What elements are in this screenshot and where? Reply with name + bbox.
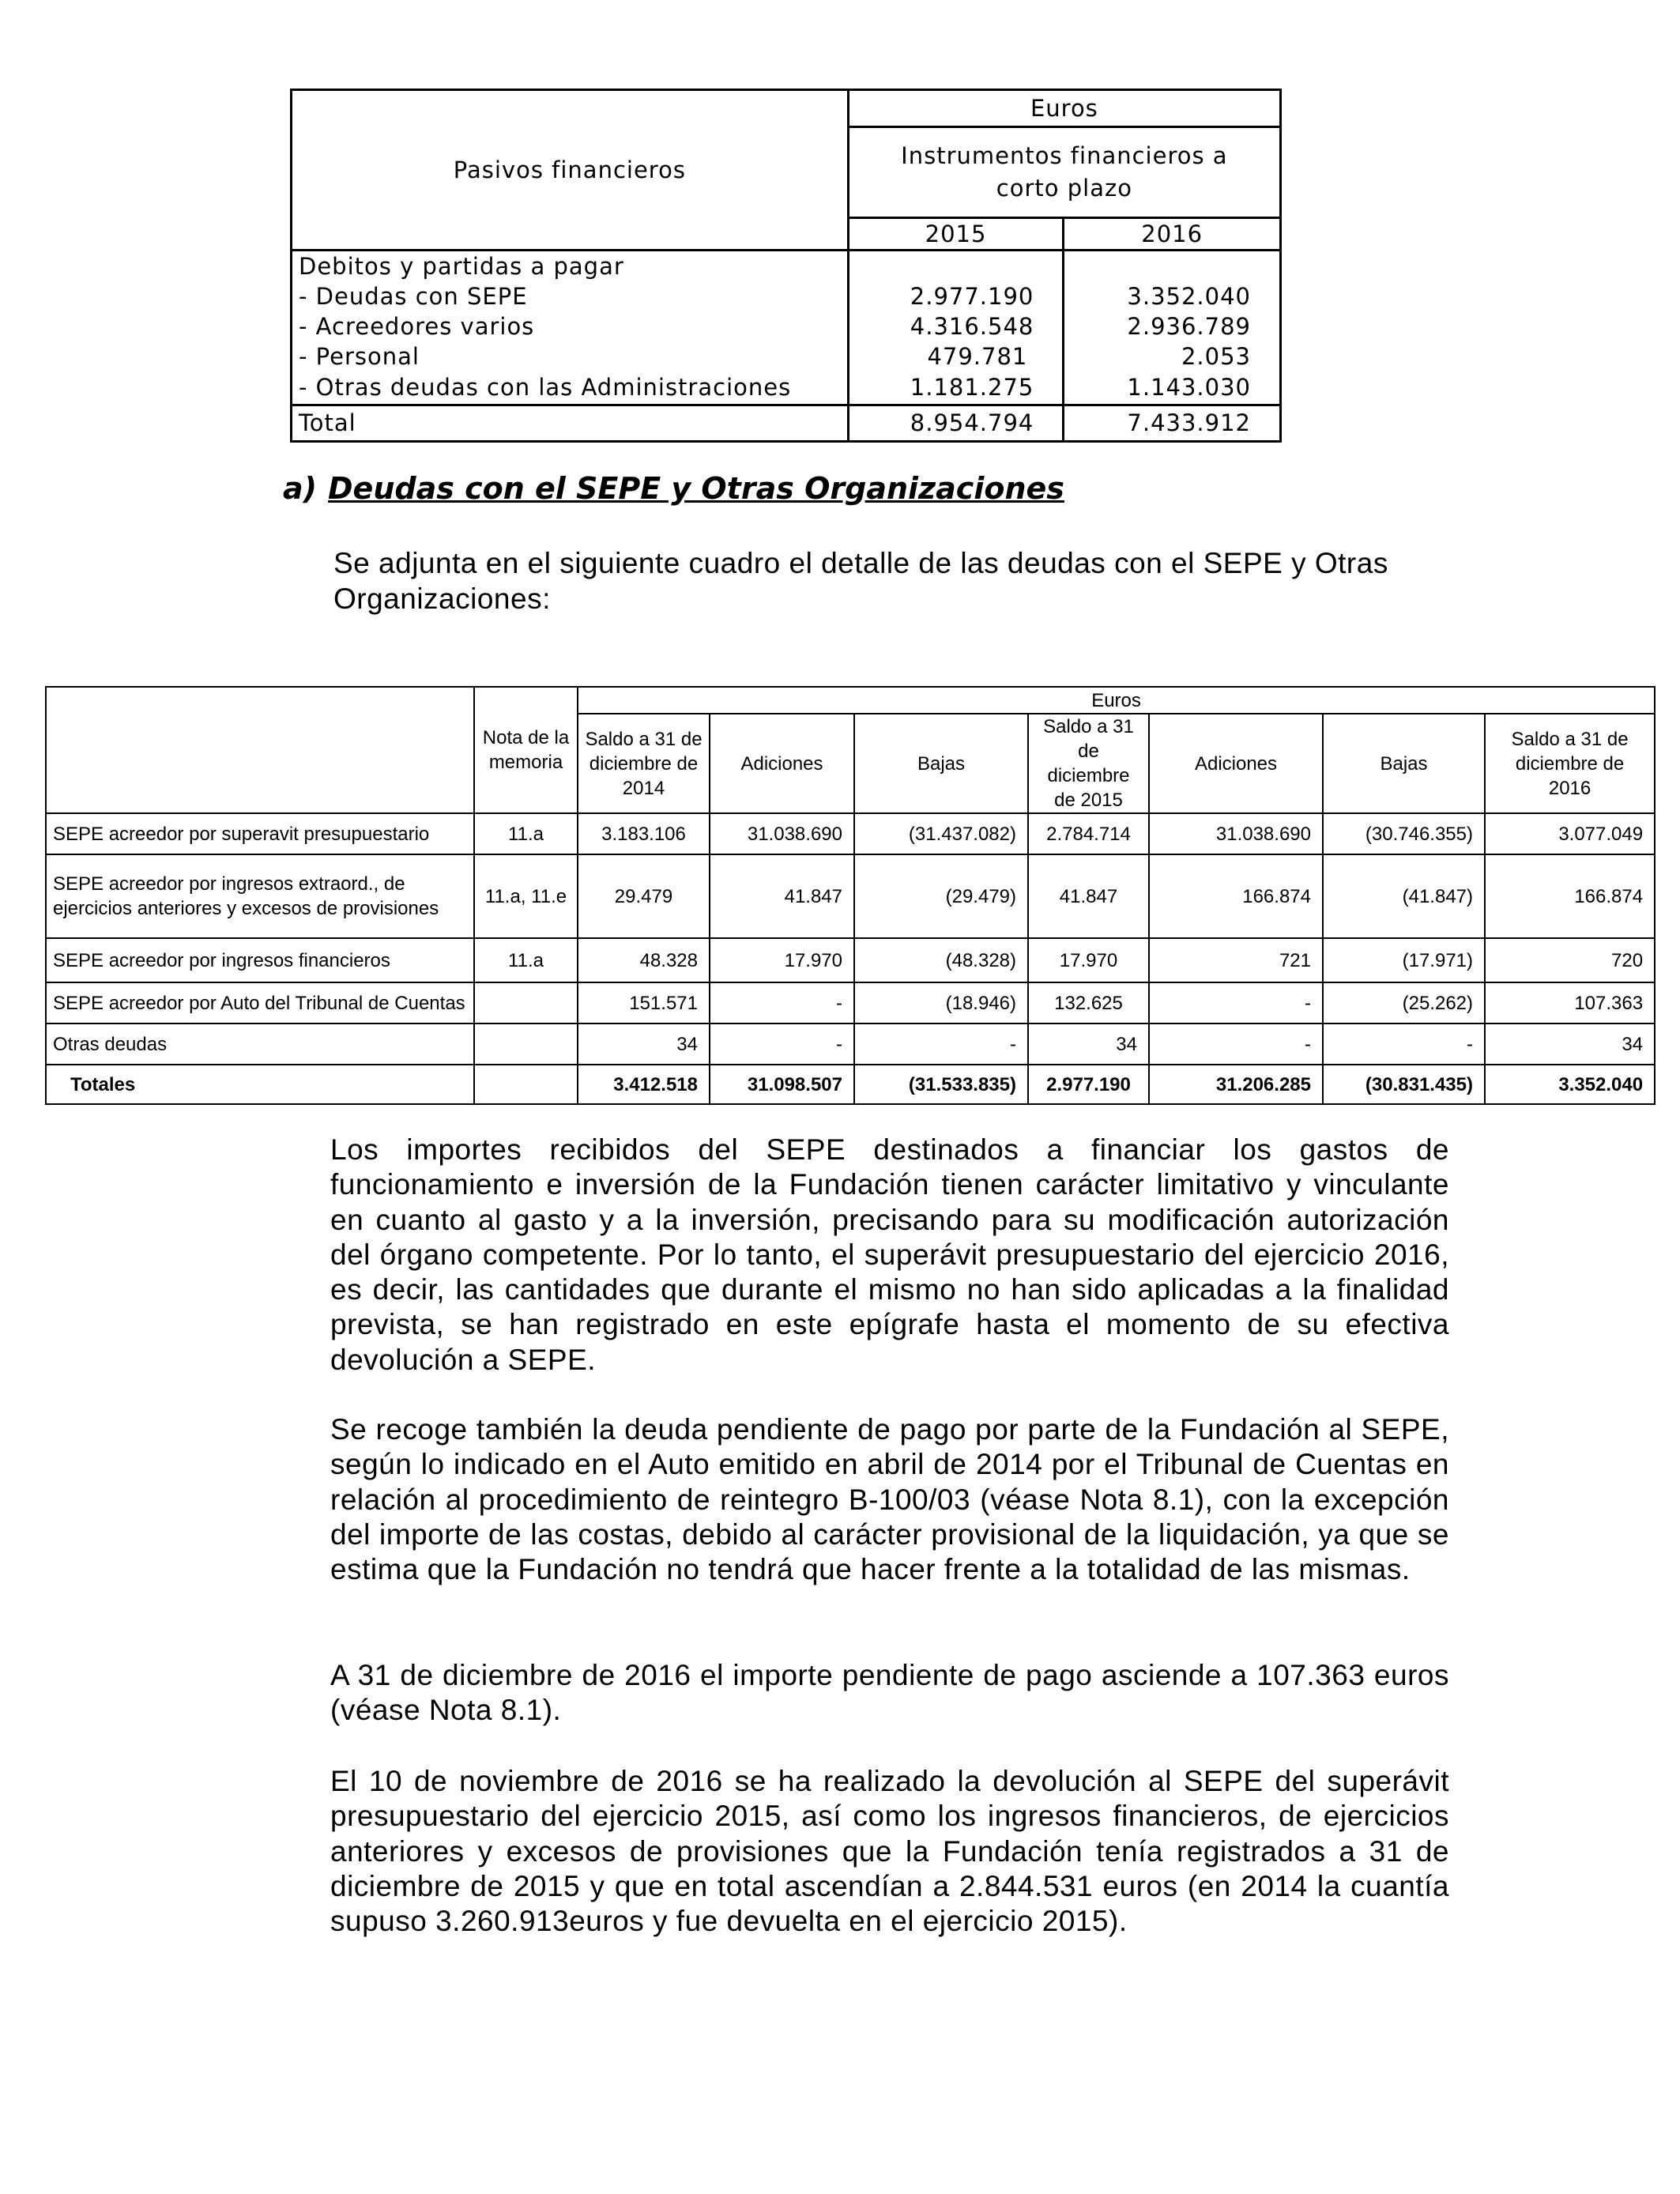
adiciones-header: Adiciones	[710, 714, 854, 813]
saldo-2015-cell: 2.784.714	[1028, 813, 1149, 854]
saldo-2016-cell: 107.363	[1485, 982, 1655, 1023]
adiciones-cell: -	[710, 982, 854, 1023]
concept-cell: SEPE acreedor por ingresos financieros	[46, 938, 474, 982]
bajas-cell: (48.328)	[854, 938, 1028, 982]
body-paragraph: Los importes recibidos del SEPE destinados a financiar los gastos de funcionamiento e inversión de la Fundación tienen carácter limitativo y vinculante en cuanto al gasto y a la inversión, precisando para su modificación autorización del órgano competente. Por lo tanto, el superávit presupuestario del ejercicio 2016, es decir, las cantidades que durante el mismo no han sido aplicadas a la finalidad prevista, se han registrado en este epígrafe hasta el momento de su efectiva devolución a SEPE.	[330, 1133, 1449, 1376]
adiciones-cell: -	[1149, 982, 1323, 1023]
adiciones-cell: 31.038.690	[1149, 813, 1323, 854]
value-2016: 1.143.030	[1064, 371, 1281, 405]
nota-cell	[474, 1023, 578, 1065]
table-row	[46, 982, 1655, 1023]
body-paragraph: El 10 de noviembre de 2016 se ha realizado la devolución al SEPE del superávit presupuestario del ejercicio 2015, así como los ingresos financieros, de ejercicios anteriores y excesos de provisiones que la Fundación tenía registrados a 31 de diciembre de 2015 y que en total ascendían a 2.844.531 euros (en 2014 la cuantía supuso 3.260.913euros y fue devuelta en el ejercicio 2015).	[330, 1765, 1449, 1938]
year-header-2015: 2015	[848, 218, 1064, 251]
saldo-2015-cell: 17.970	[1028, 938, 1149, 982]
group-header: Instrumentos financieros a corto plazo	[848, 127, 1280, 218]
adiciones-cell: 41.847	[710, 854, 854, 938]
adiciones-cell: -	[710, 1023, 854, 1065]
totals-row	[46, 1065, 1655, 1104]
table-row	[46, 854, 1655, 938]
sepe-debts-table	[45, 686, 1656, 1105]
row-header: Pasivos financieros	[292, 90, 849, 251]
adiciones-cell: 721	[1149, 938, 1323, 982]
saldo-2014-cell: 48.328	[578, 938, 710, 982]
bajas-cell: (29.479)	[854, 854, 1028, 938]
saldo-2015-total: 2.977.190	[1028, 1065, 1149, 1104]
nota-cell: 11.a, 11.e	[474, 854, 578, 938]
saldo-2014-total: 3.412.518	[578, 1065, 710, 1104]
saldo-2014-cell: 151.571	[578, 982, 710, 1023]
value-2016: 3.352.040	[1064, 281, 1281, 311]
bajas-header: Bajas	[1323, 714, 1485, 813]
concept-cell: Otras deudas	[46, 1023, 474, 1065]
total-2016: 7.433.912	[1064, 405, 1281, 441]
saldo-2014-cell: 34	[578, 1023, 710, 1065]
body-paragraph: A 31 de diciembre de 2016 el importe pendiente de pago asciende a 107.363 euros (véase Nota 8.1).	[330, 1659, 1449, 1727]
row-label: - Acreedores varios	[292, 311, 849, 341]
adiciones-cell: -	[1149, 1023, 1323, 1065]
bajas-cell: -	[854, 1023, 1028, 1065]
saldo-2016-total: 3.352.040	[1485, 1065, 1655, 1104]
row-label: - Otras deudas con las Administraciones	[292, 371, 849, 405]
adiciones-total: 31.098.507	[710, 1065, 854, 1104]
bajas-cell: (18.946)	[854, 982, 1028, 1023]
concept-cell: SEPE acreedor por superavit presupuestario	[46, 813, 474, 854]
saldo-2016-cell: 3.077.049	[1485, 813, 1655, 854]
saldo-2016-cell: 720	[1485, 938, 1655, 982]
total-2015: 8.954.794	[848, 405, 1064, 441]
value-2016: 2.053	[1064, 341, 1281, 371]
bajas-total: (31.533.835)	[854, 1065, 1028, 1104]
nota-cell: 11.a	[474, 938, 578, 982]
saldo-2014-cell: 29.479	[578, 854, 710, 938]
totals-label: Totales	[46, 1065, 474, 1104]
adiciones-cell: 17.970	[710, 938, 854, 982]
body-paragraph: Se recoge también la deuda pendiente de pago por parte de la Fundación al SEPE, según lo indicado en el Auto emitido en abril de 2014 por el Tribunal de Cuentas en relación al procedimiento de reintegro B-100/03 (véase Nota 8.1), con la excepción del importe de las costas, debido al carácter provisional de la liquidación, ya que se estima que la Fundación no tendrá que hacer frente a la totalidad de las mismas.	[330, 1413, 1449, 1586]
value-2015: 2.977.190	[848, 281, 1064, 311]
concept-header	[46, 687, 474, 813]
saldo-2016-cell: 34	[1485, 1023, 1655, 1065]
section-marker: a)	[283, 471, 318, 506]
saldo-2016-cell: 166.874	[1485, 854, 1655, 938]
intro-paragraph: Se adjunta en el siguiente cuadro el detalle de las deudas con el SEPE y Otras Organizaciones:	[333, 547, 1388, 615]
table-row	[292, 281, 1281, 311]
total-label: Total	[292, 405, 849, 441]
year-header-2016: 2016	[1064, 218, 1281, 251]
bajas-cell: -	[1323, 1023, 1485, 1065]
adiciones-cell: 166.874	[1149, 854, 1323, 938]
section-label: Debitos y partidas a pagar	[292, 251, 849, 282]
saldo-2015-cell: 41.847	[1028, 854, 1149, 938]
bajas-cell: (30.746.355)	[1323, 813, 1485, 854]
saldo-2016-header: Saldo a 31 de diciembre de 2016	[1485, 714, 1655, 813]
section-heading	[283, 471, 1064, 506]
financial-liabilities-table	[290, 89, 1282, 443]
bajas-total: (30.831.435)	[1323, 1065, 1485, 1104]
concept-cell: SEPE acreedor por Auto del Tribunal de Cuentas	[46, 982, 474, 1023]
table-row	[292, 371, 1281, 405]
row-label: - Personal	[292, 341, 849, 371]
table-row	[46, 813, 1655, 854]
saldo-2015-cell: 132.625	[1028, 982, 1149, 1023]
adiciones-total: 31.206.285	[1149, 1065, 1323, 1104]
value-2015: 4.316.548	[848, 311, 1064, 341]
table-row	[46, 938, 1655, 982]
nota-cell: 11.a	[474, 813, 578, 854]
bajas-cell: (31.437.082)	[854, 813, 1028, 854]
table-row	[292, 311, 1281, 341]
value-2015: 1.181.275	[848, 371, 1064, 405]
adiciones-cell: 31.038.690	[710, 813, 854, 854]
table-row	[292, 341, 1281, 371]
currency-header: Euros	[578, 687, 1655, 714]
currency-header: Euros	[848, 90, 1280, 127]
bajas-cell: (17.971)	[1323, 938, 1485, 982]
saldo-2015-header: Saldo a 31 de diciembre de 2015	[1028, 714, 1149, 813]
concept-cell: SEPE acreedor por ingresos extraord., de ejercicios anteriores y excesos de provisiones	[46, 854, 474, 938]
nota-cell	[474, 982, 578, 1023]
value-2015: 479.781	[848, 341, 1064, 371]
row-label: - Deudas con SEPE	[292, 281, 849, 311]
saldo-2014-cell: 3.183.106	[578, 813, 710, 854]
saldo-2015-cell: 34	[1028, 1023, 1149, 1065]
bajas-cell: (41.847)	[1323, 854, 1485, 938]
nota-cell	[474, 1065, 578, 1104]
total-row	[292, 405, 1281, 441]
bajas-cell: (25.262)	[1323, 982, 1485, 1023]
nota-header: Nota de la memoria	[474, 687, 578, 813]
section-title: Deudas con el SEPE y Otras Organizaciones	[328, 471, 1064, 506]
bajas-header: Bajas	[854, 714, 1028, 813]
value-2016: 2.936.789	[1064, 311, 1281, 341]
adiciones-header: Adiciones	[1149, 714, 1323, 813]
saldo-2014-header: Saldo a 31 de diciembre de 2014	[578, 714, 710, 813]
table-row	[46, 1023, 1655, 1065]
